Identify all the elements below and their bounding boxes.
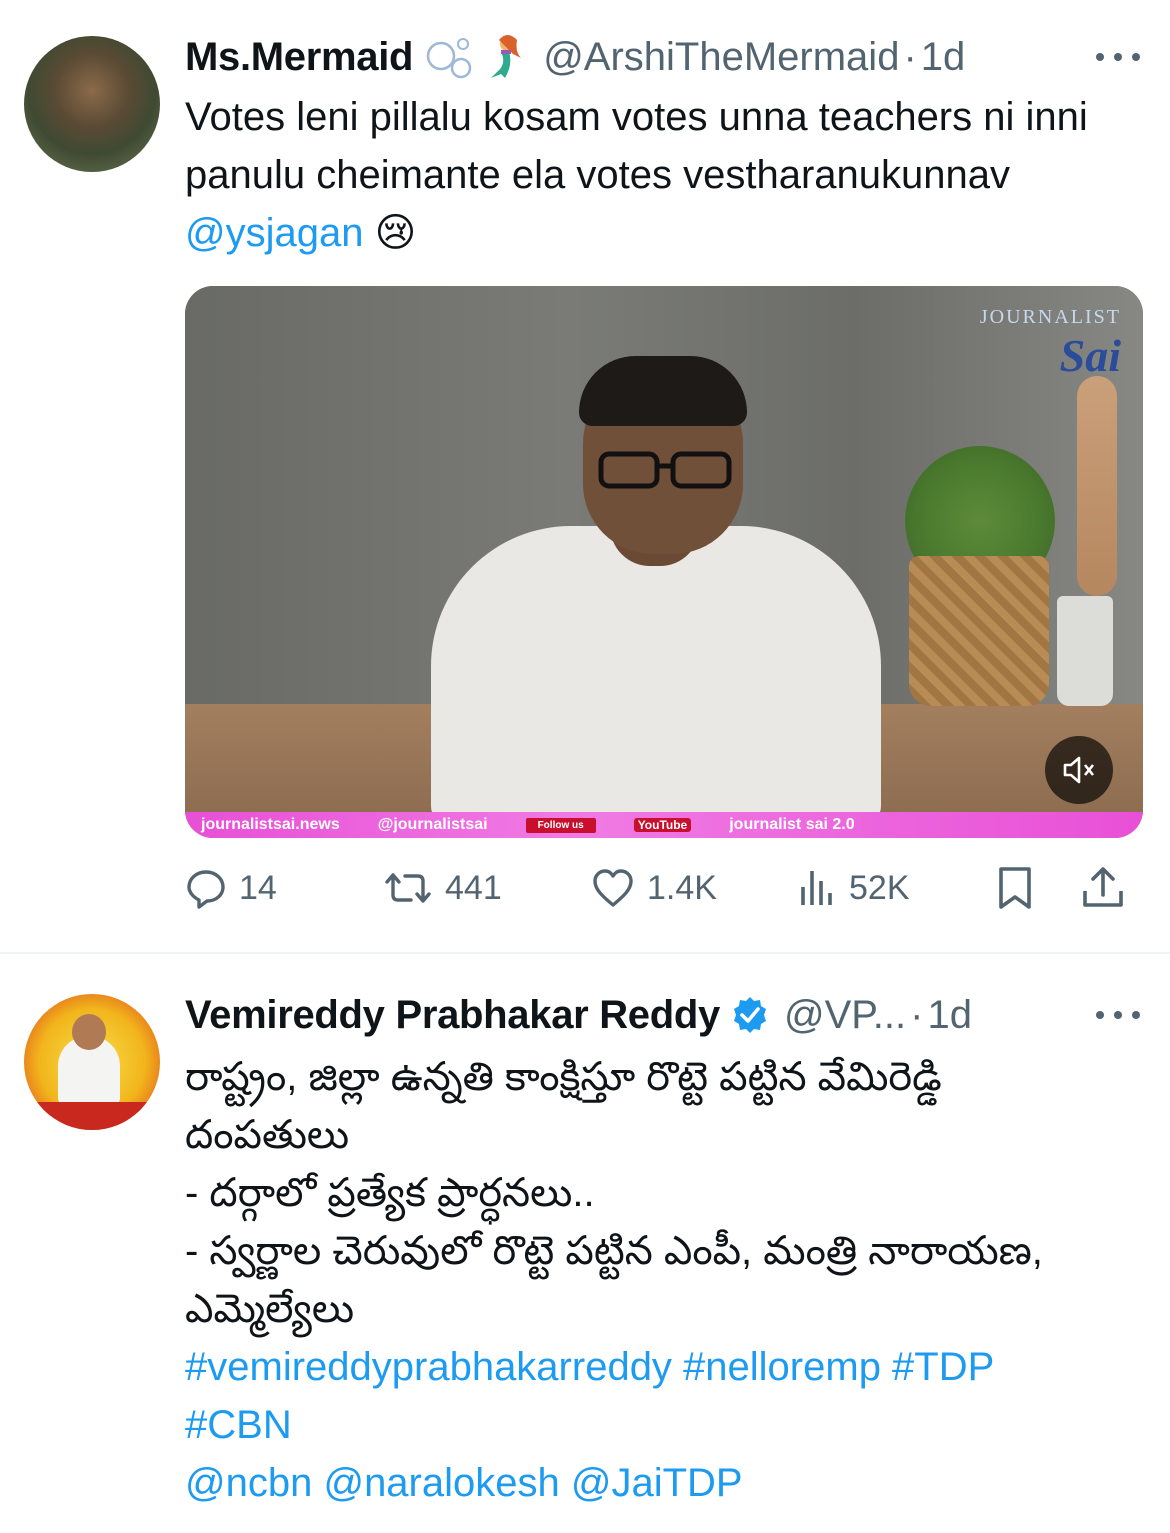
crying-emoji: 😢 (374, 211, 417, 255)
ticker-youtube: YouTube (634, 818, 692, 832)
more-options-icon[interactable] (1096, 40, 1140, 74)
hashtag-links[interactable]: #vemireddyprabhakarreddy #nelloremp #TDP #CBN (185, 1345, 994, 1447)
mention-link[interactable]: @ysjagan (185, 211, 364, 255)
separator-dot: · (910, 992, 924, 1037)
avatar[interactable] (24, 36, 160, 172)
mute-button[interactable] (1045, 736, 1113, 804)
tweet-text (185, 1048, 1110, 1512)
tweet-line-3: - స్వర్ణాల చెరువులో రొట్టె పట్టిన ఎంపీ, మంత్రి నారాయణ, ఎమ్మెల్యేలు (185, 1229, 1043, 1331)
views-button[interactable] (797, 862, 910, 914)
tweet-header (185, 990, 1140, 1040)
reply-count: 14 (239, 868, 277, 907)
timestamp[interactable]: 1d (920, 34, 966, 79)
reply-icon (185, 867, 227, 909)
separator-dot: · (903, 34, 917, 79)
views-count: 52K (849, 868, 910, 907)
author-name[interactable]: Ms.Mermaid (185, 34, 414, 79)
retweet-count: 441 (445, 868, 502, 907)
timestamp[interactable]: 1d (927, 992, 972, 1037)
like-count: 1.4K (647, 868, 717, 907)
video-player[interactable] (185, 286, 1143, 838)
video-cup (1057, 596, 1113, 706)
video-person-body (431, 526, 881, 826)
views-icon (797, 867, 837, 909)
video-glasses (595, 450, 735, 490)
author-handle[interactable]: @ArshiTheMermaid (543, 34, 900, 79)
logo-top-text: JOURNALIST (979, 306, 1121, 328)
ticker-follow: Follow us (526, 818, 596, 833)
author-handle[interactable]: @VP... (783, 992, 907, 1037)
channel-logo (921, 306, 1121, 402)
mermaid-icon (485, 34, 529, 80)
name-emoji (425, 34, 529, 80)
ticker-site: journalistsai.news (201, 816, 340, 833)
logo-name-text: Sai (1059, 330, 1121, 381)
bubbles-icon (425, 34, 479, 80)
tweet-2[interactable] (0, 954, 1170, 1533)
author-name[interactable]: Vemireddy Prabhakar Reddy (185, 992, 720, 1037)
share-icon (1081, 865, 1125, 911)
bookmark-icon (995, 865, 1035, 911)
tweet-header (185, 32, 1140, 82)
action-bar (185, 862, 1140, 914)
heart-icon (591, 867, 635, 909)
verified-badge-icon (730, 995, 770, 1035)
like-button[interactable] (591, 862, 717, 914)
ticker-channel: journalist sai 2.0 (729, 816, 855, 833)
video-mannequin (1077, 376, 1117, 596)
ticker-social: @journalistsai (377, 816, 488, 833)
share-button[interactable] (1081, 862, 1125, 914)
tweet-text-body: Votes leni pillalu kosam votes unna teachers ni inni panulu cheimante ela votes vestharanukunnav (185, 95, 1088, 197)
retweet-icon (383, 867, 433, 909)
retweet-button[interactable] (383, 862, 502, 914)
tweet-line-2: - దర్గాలో ప్రత్యేక ప్రార్ధనలు.. (185, 1171, 595, 1215)
tweet-text (185, 88, 1130, 262)
more-options-icon[interactable] (1096, 998, 1140, 1032)
avatar[interactable] (24, 994, 160, 1130)
mention-links[interactable]: @ncbn @naralokesh @JaiTDP (185, 1461, 743, 1505)
volume-muted-icon (1061, 752, 1097, 788)
tweet-line-1: రాష్ట్రం, జిల్లా ఉన్నతి కాంక్షిస్తూ రొట్టె పట్టిన వేమిరెడ్డి దంపతులు (185, 1055, 942, 1157)
reply-button[interactable] (185, 862, 277, 914)
video-basket (909, 556, 1049, 706)
bookmark-button[interactable] (995, 862, 1035, 914)
video-ticker (185, 812, 1143, 838)
video-person-hair (579, 356, 747, 426)
